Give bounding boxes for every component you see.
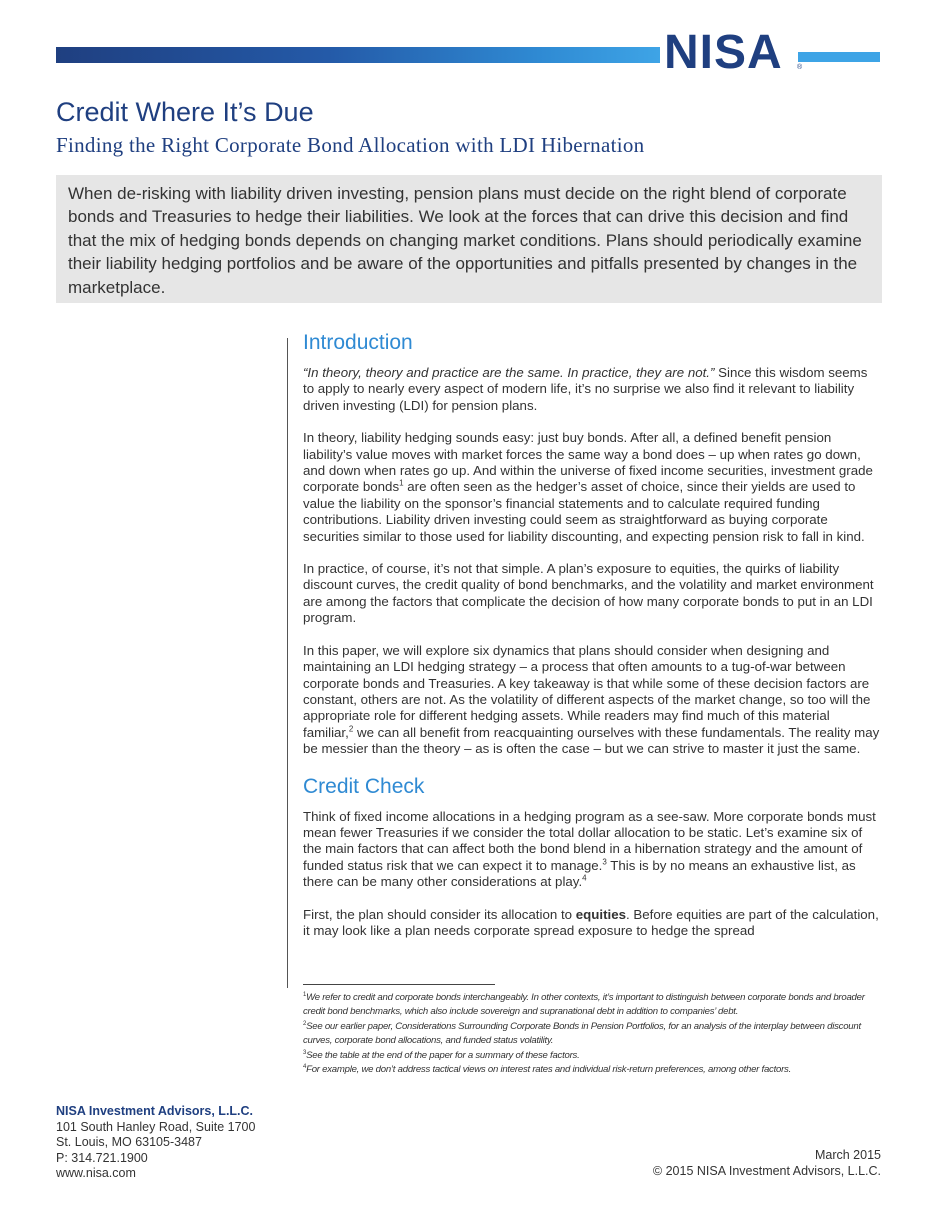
website-link[interactable]: www.nisa.com bbox=[56, 1166, 136, 1180]
street-address: 101 South Hanley Road, Suite 1700 bbox=[56, 1119, 256, 1134]
city-state-zip: St. Louis, MO 63105-3487 bbox=[56, 1135, 202, 1149]
footnotes bbox=[303, 991, 888, 1077]
paragraph: In this paper, we will explore six dynamics that plans should consider when designing and maintaining an LDI hedging strategy – a process that often amounts to a tug-of-war between corporate bonds and Treasuries. A key takeaway is that while some of these decision factors are constant, others are not. As the volatility of different aspects of the market change, so too will the appropriate role for different hedging assets. While readers may find much of this material familiar,$^2$ we can all benefit from reacquainting ourselves with these fundamentals. The reality may be messier than the theory – as is often the case – but we can strive to master it just the same. bbox=[303, 642, 880, 757]
footnote-ref: 4 bbox=[582, 873, 587, 883]
section-heading-introduction: Introduction bbox=[303, 331, 413, 354]
paragraph: “In theory, theory and practice are the same. In practice, they are not.” Since this wisdom seems to apply to nearly every aspect of modern life, it’s no surprise we also find it relevant to liability driven investing (LDI) for pension plans. bbox=[303, 365, 868, 413]
footnote-ref: 1 bbox=[399, 479, 404, 489]
paragraph: Think of fixed income allocations in a hedging program as a see-saw. More corporate bonds must mean fewer Treasuries if we consider the total dollar allocation to be static. Let’s examine six of the main factors that can affect both the bond blend in a hibernation strategy and the amount of funded status risk that we can expect it to manage.$^3$ This is by no means an exhaustive list, as there can be many other considerations at play.$^4$ bbox=[303, 808, 876, 890]
footnote: $^1$We refer to credit and corporate bonds interchangeably. In other contexts, it’s important to distinguish between corporate bonds and broader credit bond benchmarks, which also include sovereign and supranational debt in addition to companies’ debt. bbox=[303, 991, 865, 1018]
phone-number: P: 314.721.1900 bbox=[56, 1150, 148, 1165]
header-accent-bar bbox=[798, 52, 880, 62]
company-address bbox=[56, 1104, 255, 1182]
firm-name: NISA Investment Advisors, L.L.C. bbox=[56, 1104, 254, 1118]
abstract-box bbox=[56, 175, 882, 303]
logo-text: NISA bbox=[664, 26, 783, 79]
section-heading-credit-check: Credit Check bbox=[303, 774, 425, 798]
footnote: $^4$For example, we don’t address tactical views on interest rates and individual risk-return preferences, among other factors. bbox=[303, 1063, 791, 1076]
header-gradient-bar bbox=[56, 47, 660, 63]
abstract-text: When de-risking with liability driven investing, pension plans must decide on the right blend of corporate bonds and Treasuries to hedge their liabilities. We look at the forces that can drive this decision and find that the mix of hedging bonds depends on changing market conditions. Plans should periodically examine their liability hedging portfolios and be aware of the opportunities and pitfalls presented by changes in the marketplace. bbox=[68, 184, 862, 297]
main-column bbox=[303, 330, 881, 939]
footnote: $^2$See our earlier paper, Considerations Surrounding Corporate Bonds in Pension Portfolios, for an analysis of the interplay between discount curves, corporate bond allocations, and funded status volatility. bbox=[303, 1020, 861, 1047]
column-divider bbox=[287, 338, 288, 988]
page-title: Credit Where It’s Due bbox=[56, 97, 314, 127]
footnote-ref: 2 bbox=[348, 724, 354, 734]
opening-quote: “In theory, theory and practice are the same. In practice, they are not.” bbox=[303, 365, 715, 380]
page-subtitle: Finding the Right Corporate Bond Allocation with LDI Hibernation bbox=[56, 133, 645, 157]
paragraph: In theory, liability hedging sounds easy: just buy bonds. After all, a defined benefit pension liability’s value moves with market forces the same way a bond does – up when rates go down, and down when rates go up. And within the universe of fixed income securities, investment grade corporate bonds$^1$ are often seen as the hedger’s asset of choice, since their yields are used to value the liability on the sponsor’s financial statements and to calculate required funding contributions. Liability driven investing could seem as straightforward as buying corporate securities similar to those used for liability discounting, and expecting pension risk to fall in kind. bbox=[303, 430, 873, 544]
footnote-rule bbox=[303, 984, 495, 985]
publication-date: March 2015 bbox=[814, 1148, 881, 1162]
footnote-ref: 3 bbox=[602, 857, 607, 867]
date-block bbox=[653, 1148, 881, 1179]
paragraph: First, the plan should consider its allocation to equities. Before equities are part of the calculation, it may look like a plan needs corporate spread exposure to hedge the spread bbox=[303, 906, 879, 938]
registered-mark: ® bbox=[797, 64, 804, 71]
paragraph: In practice, of course, it’s not that simple. A plan’s exposure to equities, the quirks of liability discount curves, the credit quality of bond benchmarks, and the volatility and market environment are among the factors that complicate the decision of how many corporate bonds to put in an LDI program. bbox=[303, 561, 874, 626]
copyright-notice: © 2015 NISA Investment Advisors, L.L.C. bbox=[652, 1163, 881, 1178]
footnote: $^3$See the table at the end of the paper for a summary of these factors. bbox=[303, 1049, 580, 1061]
bold-term: equities bbox=[575, 906, 626, 922]
nisa-logo bbox=[664, 28, 804, 78]
